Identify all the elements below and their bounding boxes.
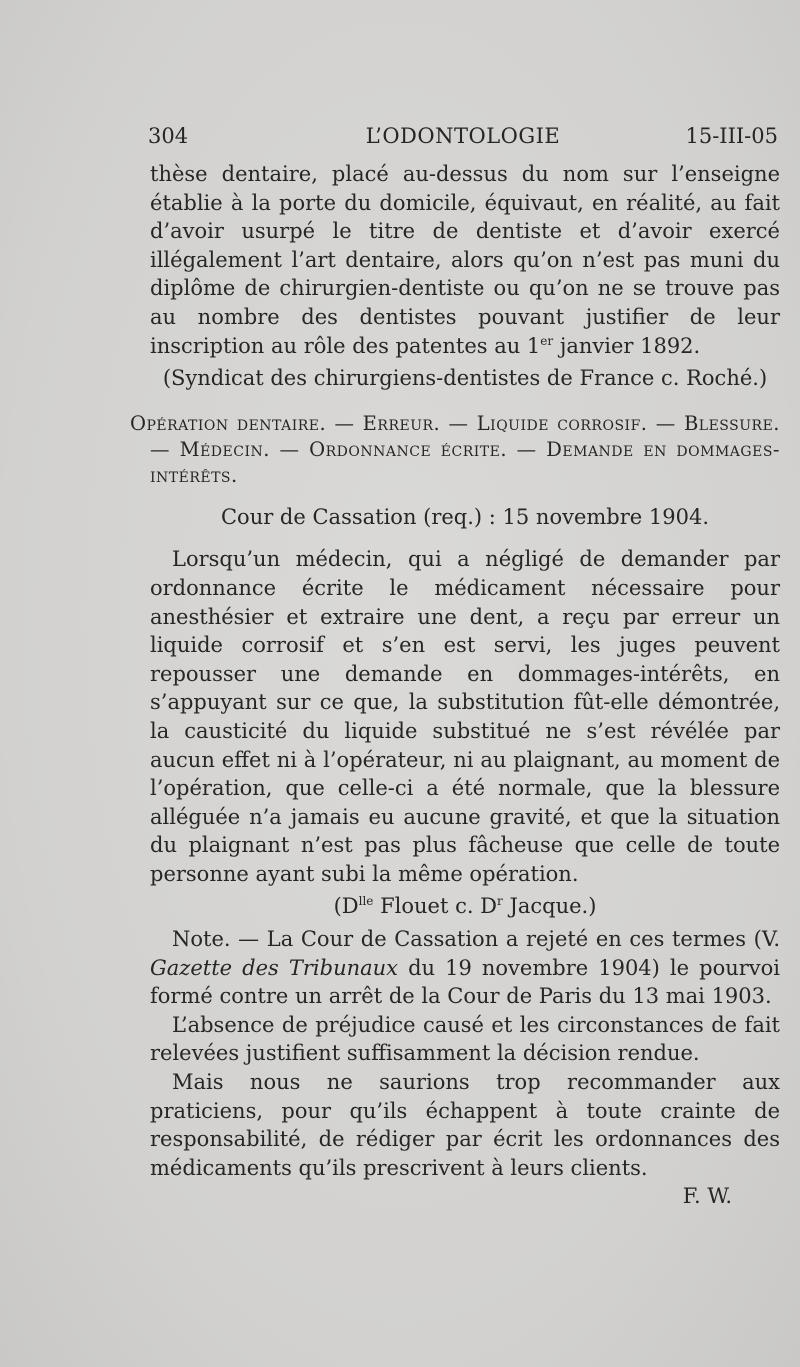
- paragraph-ruling: Lorsqu’un médecin, qui a négligé de demander par ordonnance écrite le médicament nécessaire pour anesthésier et extraire une dent, a reçu par erreur un liquide corrosif et s’en est servi, les juges peuvent repousser une demande en dommages-intérêts, en s’appuyant sur ce que, la substitution fût-elle démontrée, la causticité du liquide substitué ne s’est révélée par aucun effet ni à l’opérateur, ni au plaignant, au moment de l’opération, que celle-ci a été normale, que la blessure alléguée n’a jamais eu aucune gravité, et que la situation du plaignant n’est pas plus fâcheuse que celle de toute personne ayant subi la même opération.: [150, 547, 780, 886]
- parties-open: (D: [333, 894, 359, 919]
- case-parties: (Syndicat des chirurgiens-dentistes de France c. Roché.): [162, 366, 768, 391]
- paragraph-recommendation: Mais nous ne saurions trop recommander aux praticiens, pour qu’ils échappent à toute crainte de responsabilité, de rédiger par écrit les ordonnances des médicaments qu’ils prescrivent à leurs clients.: [150, 1070, 780, 1180]
- running-title: L’ODONTOLOGIE: [365, 124, 561, 148]
- ordinal-superscript: er: [540, 333, 554, 348]
- page-header: [148, 118, 778, 154]
- parties-end: Jacque.): [502, 894, 597, 919]
- paragraph-ruling-continued: [150, 160, 780, 360]
- note-text: Note. — La Cour de Cassation a rejeté en ces termes (V.: [172, 927, 780, 952]
- signature: F. W.: [682, 1184, 732, 1209]
- article-body: [130, 160, 780, 1211]
- court-citation: Cour de Cassation (req.) : 15 novembre 1904.: [220, 504, 710, 529]
- page-number: 304: [148, 124, 189, 148]
- paragraph-absence: L’absence de préjudice causé et les circonstances de fait relevées justifient suffisamment la décision rendue.: [150, 1012, 780, 1066]
- case-parties-2: [150, 892, 780, 921]
- note-italic-source: Gazette des Tribunaux: [150, 955, 399, 980]
- paragraph-text: thèse dentaire, placé au-dessus du nom sur l’enseigne établie à la porte du domicile, équivaut, en réalité, au fait d’avoir usurpé le titre de dentiste et d’avoir exercé illégalement l’art dentaire, alors qu’on n’est pas muni du diplôme de chirurgien-dentiste ou qu’on ne se trouve pas au nombre des dentistes pouvant justifier de leur inscription au rôle des patentes au: [150, 162, 780, 358]
- paragraph-note: [150, 925, 780, 1011]
- parties-superscript-1: lle: [358, 894, 374, 909]
- paragraph-text-end: janvier 1892.: [553, 333, 701, 358]
- parties-middle: Flouet c. D: [373, 894, 498, 919]
- parties-superscript-2: r: [497, 894, 503, 909]
- note-text-end: du 19 novembre 1904) le pourvoi formé contre un arrêt de la Cour de Paris du 13 mai 1903.: [150, 955, 780, 1009]
- section-heading: Opération dentaire. — Erreur. — Liquide corrosif. — Blessure. — Médecin. — Ordonnance écrite. — Demande en dommages-intérêts.: [130, 411, 780, 487]
- issue-date: 15-III-05: [685, 124, 778, 148]
- ordinal-number: 1: [526, 333, 541, 358]
